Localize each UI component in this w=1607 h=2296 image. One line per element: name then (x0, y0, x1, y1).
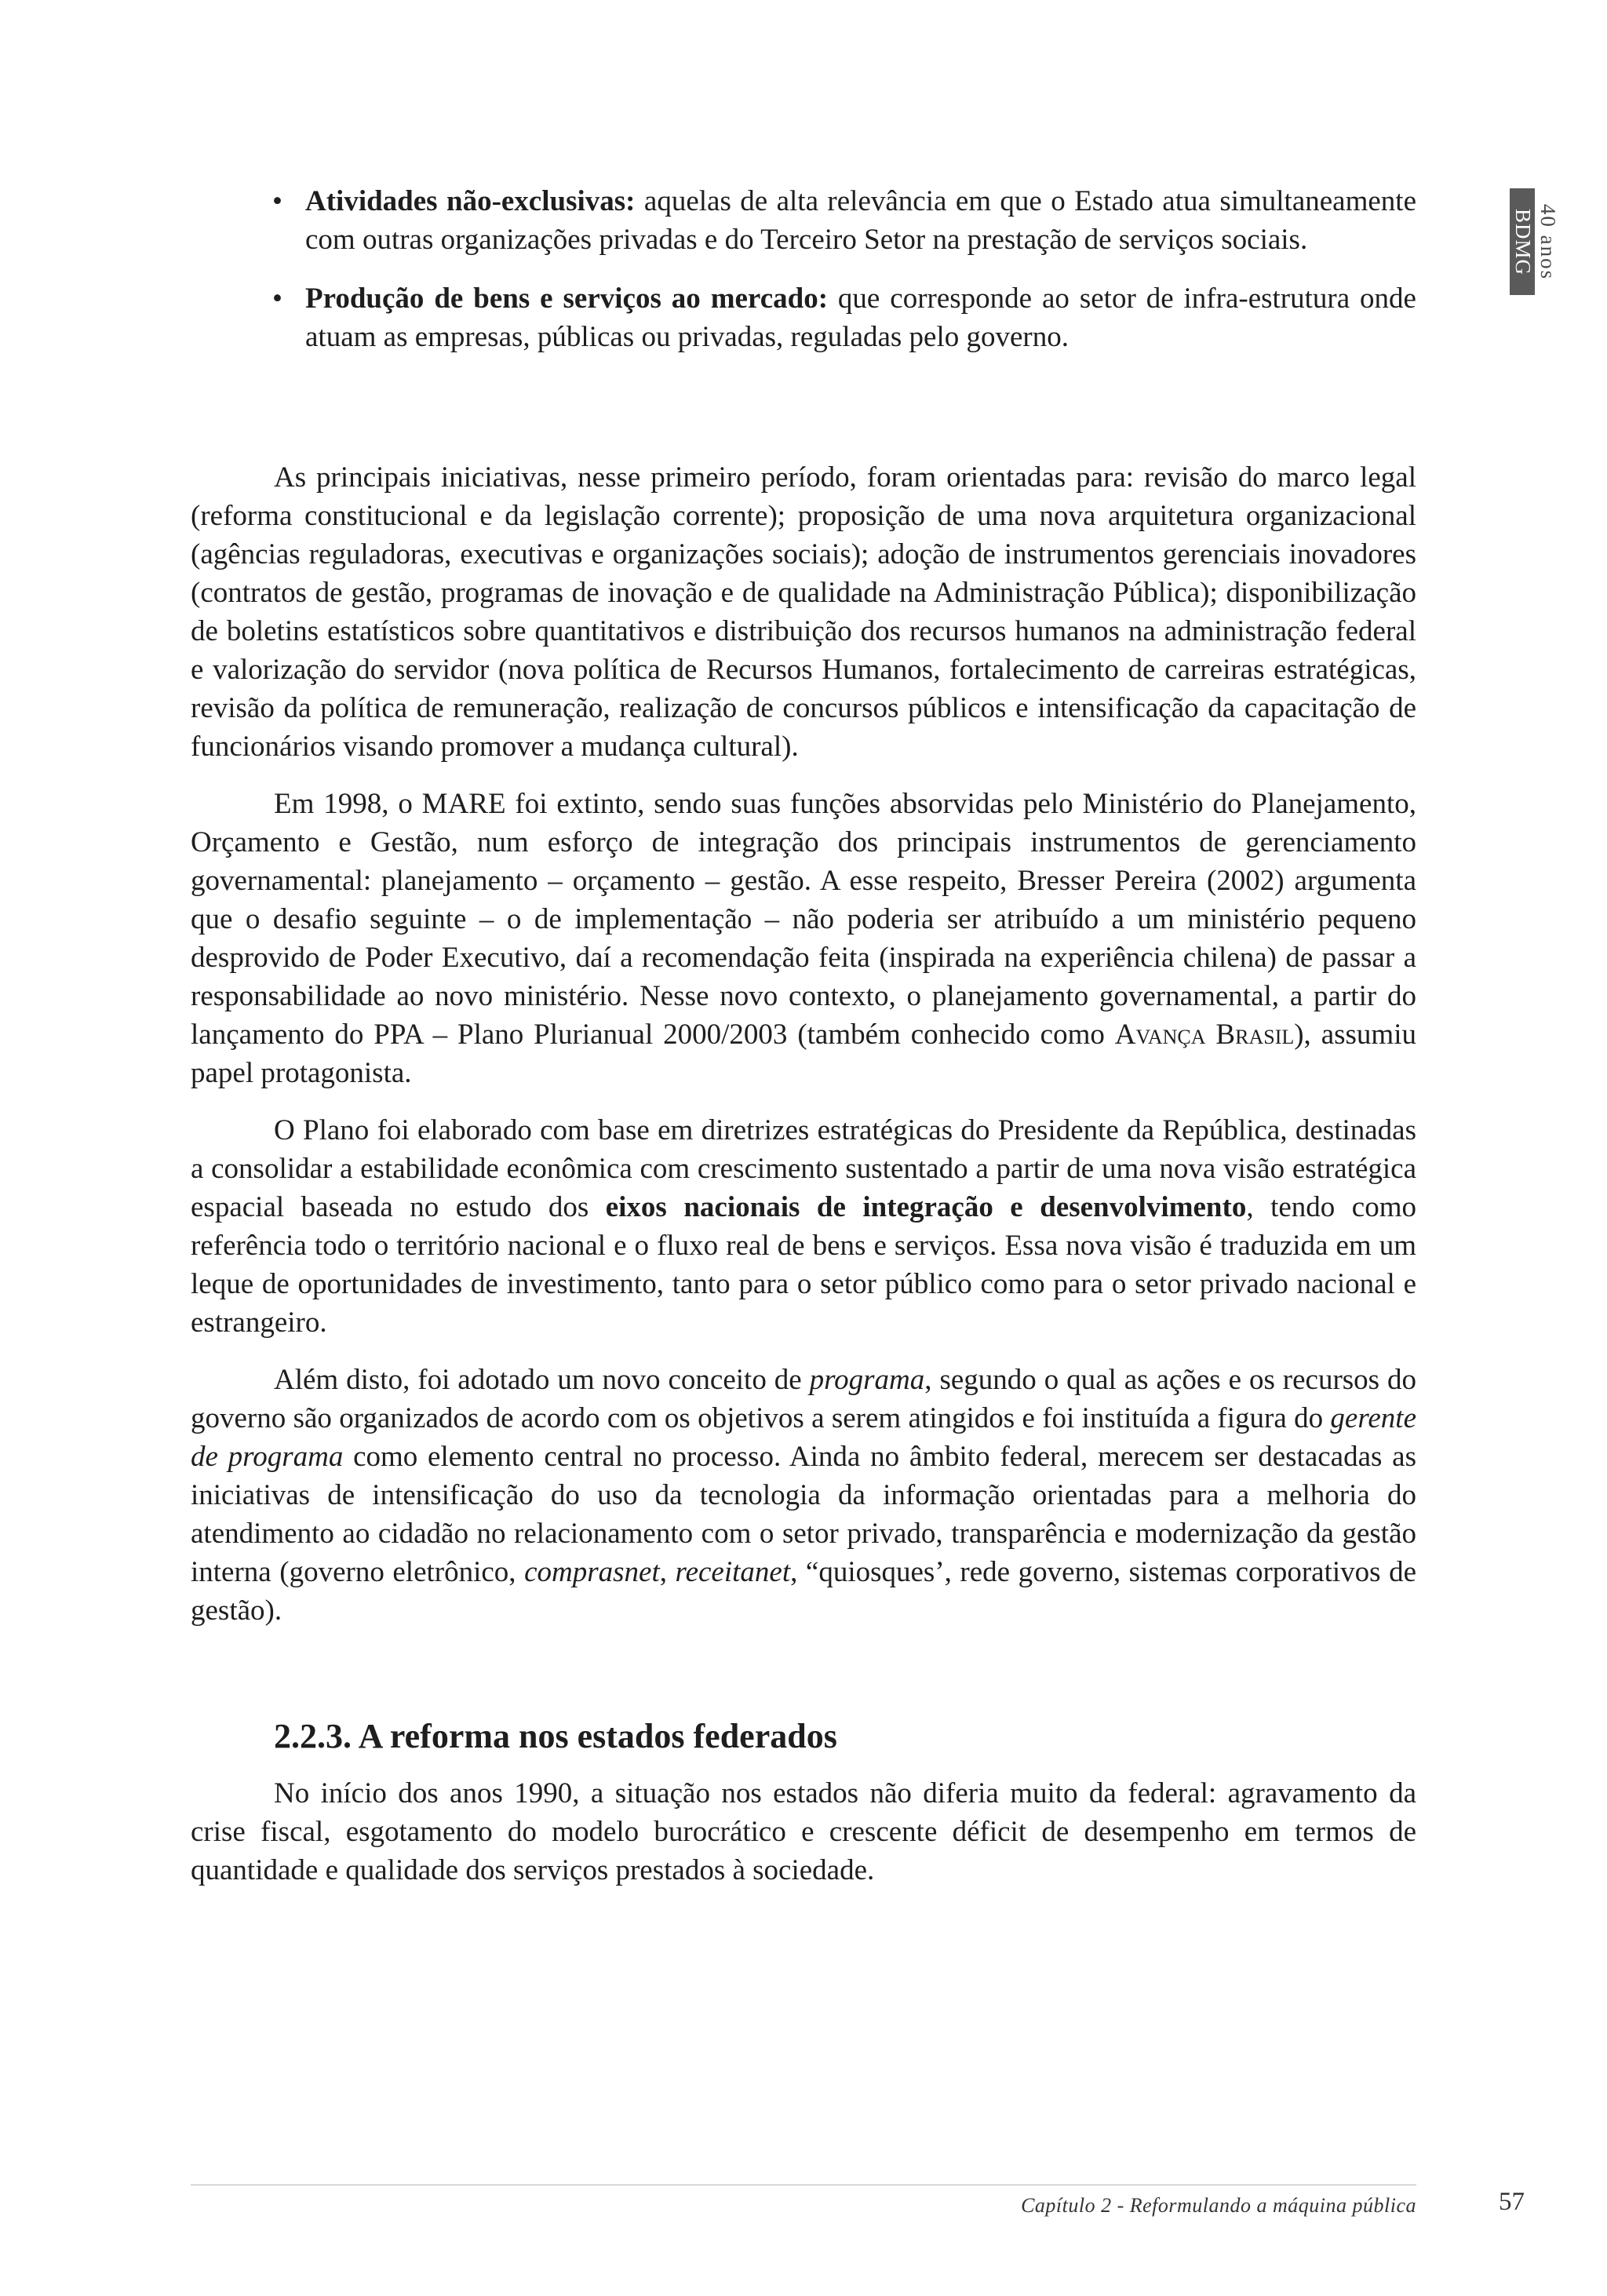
italic-term: receitanet (675, 1556, 791, 1588)
anniversary-label-box (1536, 188, 1560, 295)
italic-term: comprasnet (524, 1556, 660, 1588)
paragraph-initiatives: As principais iniciativas, nesse primeiro período, foram orientadas para: revisão do marco legal (reforma constitucional e da legislação corrente); proposição de uma nova arquitetura organizacional (agências reguladoras, executivas e organizações sociais); adoção de instrumentos gerenciais inovadores (contratos de gestão, programas de inovação e de qualidade na Administração Pública); disponibilização de boletins estatísticos sobre quantitativos e distribuição dos recursos humanos na administração federal e valorização do servidor (nova política de Recursos Humanos, fortalecimento de carreiras estratégicas, revisão da política de remuneração, realização de concursos públicos e intensificação da capacitação de funcionários visando promover a mudança cultural). (191, 461, 1416, 763)
paragraph-mare (191, 785, 1416, 1092)
footer-chapter-title: Capítulo 2 - Reformulando a máquina pública (1021, 2194, 1416, 2217)
paragraph-text: O Plano foi elaborado com base em diretrizes estratégicas do Presidente da República, destinadas a consolidar a estabilidade econômica com crescimento sustentado a partir de uma nova visão estratégica espacial baseada no estudo dos (191, 1114, 1416, 1223)
program-name: Avança Brasil (1114, 1019, 1295, 1051)
paragraph-text: , “quiosques’, rede governo, sistemas corporativos de gestão). (191, 1556, 1417, 1627)
bullet-item (191, 182, 1416, 259)
paragraph-text: Em 1998, o MARE foi extinto, sendo suas funções absorvidas pelo Ministério do Planejamento, Orçamento e Gestão, num esforço de integração dos principais instrumentos de gerenciamento governamental: planejamento – orçamento – gestão. A esse respeito, Bresser Pereira (2002) argumenta que o desafio seguinte – o de implementação – não poderia ser atribuído a um ministério pequeno desprovido de Poder Executivo, daí a recomendação feita (inspirada na experiência chilena) de passar a responsabilidade ao novo ministério. Nesse novo contexto, o planejamento governamental, a partir do lançamento do PPA – Plano Plurianual 2000/2003 (também conhecido como (191, 788, 1416, 1051)
bdmg-side-tag (1510, 188, 1579, 295)
page-number: 57 (1499, 2188, 1525, 2216)
paragraph-text: como elemento central no processo. Ainda no âmbito federal, merecem ser destacadas as iniciativas de intensificação do uso da tecnologia da informação orientadas para a melhoria do atendimento ao cidadão no relacionamento com o setor privado, transparência e modernização da gestão interna (governo eletrônico, (191, 1441, 1416, 1588)
anniversary-label: 40 anos (1536, 203, 1561, 280)
bdmg-brand-box (1510, 188, 1535, 295)
italic-term: programa (809, 1364, 925, 1396)
paragraph-plano (191, 1111, 1416, 1342)
paragraph-text: , segundo o qual as ações e os recursos do governo são organizados de acordo com os objetivos a serem atingidos e foi instituída a figura do (191, 1364, 1416, 1434)
paragraph-text: , tendo como referência todo o território nacional e o fluxo real de bens e serviços. Essa nova visão é traduzida em um leque de oportunidades de investimento, tanto para o setor público como para o setor privado nacional e estrangeiro. (191, 1191, 1416, 1339)
bdmg-brand-label: BDMG (1510, 208, 1535, 275)
bullet-text: aquelas de alta relevância em que o Estado atua simultaneamente com outras organizações privadas e do Terceiro Setor na prestação de serviços sociais. (305, 185, 1417, 256)
bullet-list (191, 182, 1416, 356)
bullet-text: que corresponde ao setor de infra-estrutura onde atuam as empresas, públicas ou privadas, reguladas pelo governo. (305, 282, 1416, 353)
paragraph-estados: No início dos anos 1990, a situação nos estados não diferia muito da federal: agravamento da crise fiscal, esgotamento do modelo burocrático e crescente déficit de desempenho em termos de quantidade e qualidade dos serviços prestados à sociedade. (191, 1777, 1416, 1886)
emphasis-text: eixos nacionais de integração e desenvolvimento (605, 1191, 1247, 1223)
bullet-term: Produção de bens e serviços ao mercado: (305, 282, 829, 315)
paragraph-text: ), assumiu papel protagonista. (191, 1019, 1416, 1089)
italic-term: gerente de programa (191, 1402, 1416, 1473)
page-content (191, 182, 1416, 1890)
bullet-term: Atividades não-exclusivas: (305, 185, 636, 217)
section-heading: 2.2.3. A reforma nos estados federados (274, 1717, 837, 1755)
paragraph-programa (191, 1361, 1416, 1630)
paragraph-text: Além disto, foi adotado um novo conceito de (274, 1364, 810, 1396)
paragraph-text: , (659, 1556, 676, 1588)
bullet-item (191, 279, 1416, 356)
